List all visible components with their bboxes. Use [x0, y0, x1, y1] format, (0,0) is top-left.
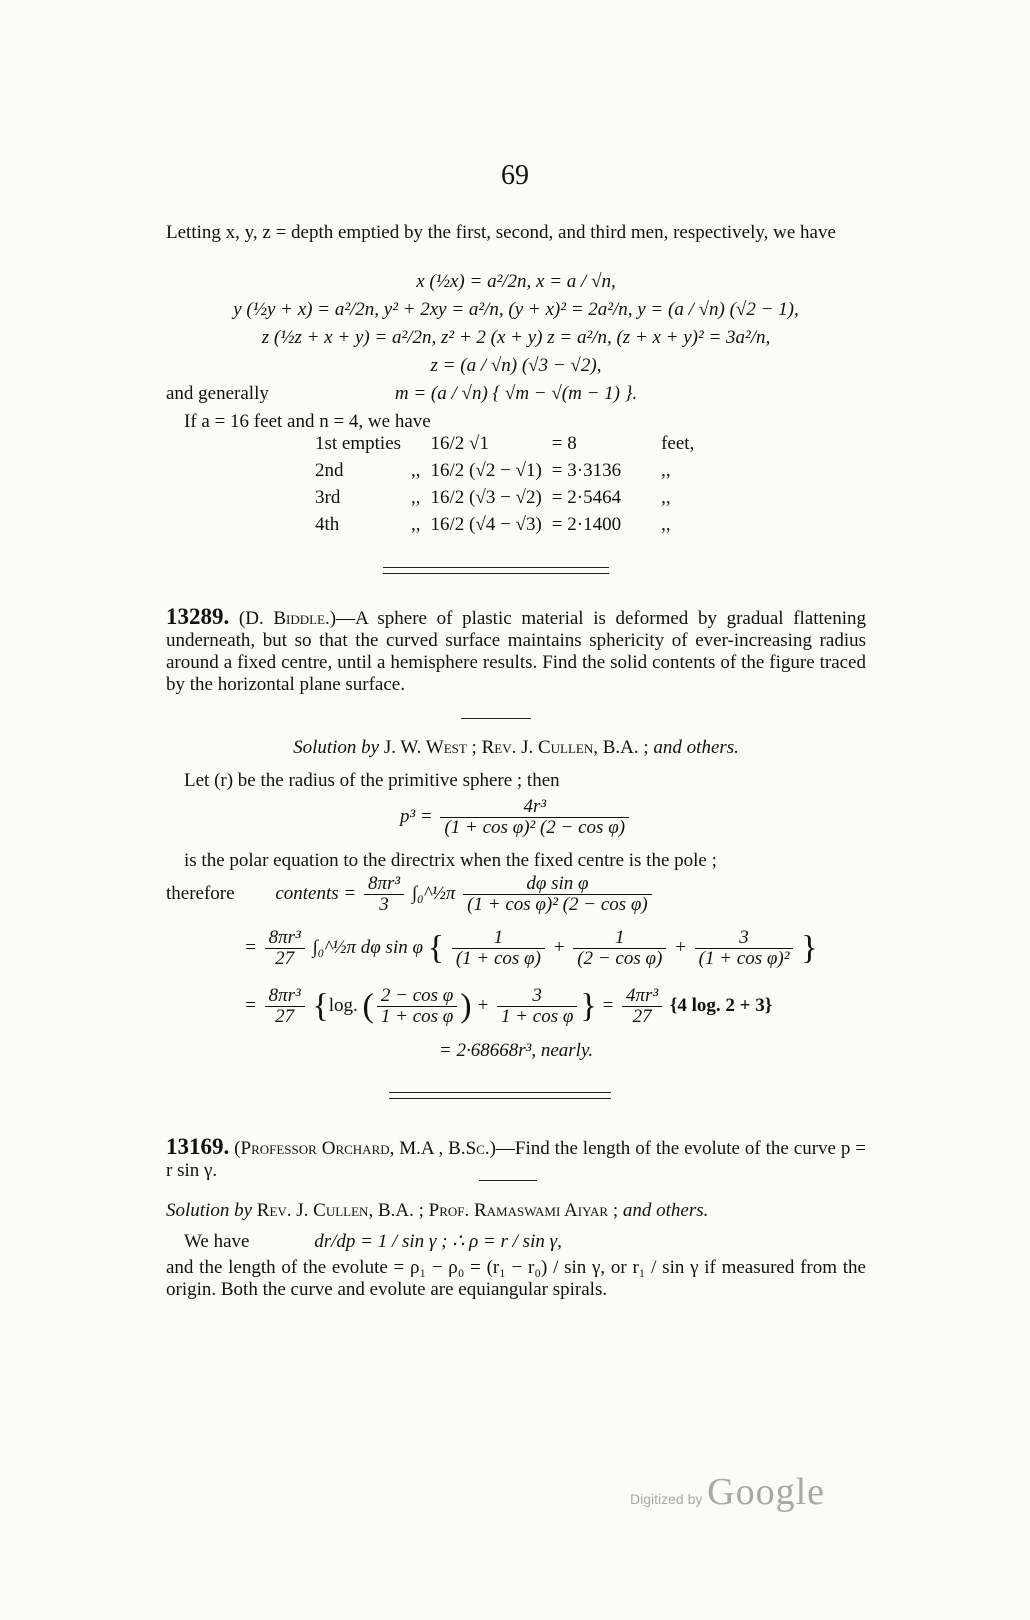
section-divider	[389, 1092, 611, 1099]
log-term2-num: 3	[497, 986, 577, 1007]
polar-text: is the polar equation to the directrix when the fixed centre is the pole ;	[184, 850, 717, 871]
integrand1-den: (1 + cos φ)² (2 − cos φ)	[467, 894, 648, 915]
if-line: If a = 16 feet and n = 4, we have	[184, 411, 431, 432]
problem-13169	[166, 1136, 866, 1182]
table-cell-unit: ,,	[661, 486, 671, 508]
term2	[573, 928, 666, 969]
term1	[452, 928, 545, 969]
expansion-line: = $\frac{\text{8πr³}}{27}$ ∫₀^½π dφ sin φ { $\frac{1}{\text{(1 + cos φ)}}$ + $\frac{1}{\text{(2 − cos φ)}}$ + $\frac{3}{\text{(1 + cos φ)²}}$ }	[244, 927, 818, 969]
table-cell-ditto: ,,	[411, 513, 421, 535]
solution-prefix: Solution by	[166, 1200, 253, 1221]
polar-equation	[166, 797, 866, 838]
general-label: and generally	[166, 383, 269, 404]
emptying-table	[315, 430, 704, 538]
table-row	[315, 511, 704, 538]
solution-credit	[166, 737, 866, 759]
short-rule	[461, 718, 531, 719]
coef1	[364, 874, 404, 915]
therefore-label: therefore	[166, 882, 235, 904]
table-cell-ditto	[411, 430, 431, 457]
solution-prefix: Solution by	[293, 737, 380, 758]
polar-lhs: p³ =	[399, 805, 433, 827]
coef1-den: 3	[379, 894, 389, 915]
problem-13289	[166, 606, 866, 696]
table-cell-eq: = 3·3136	[551, 459, 622, 481]
we-have-line	[166, 1231, 866, 1253]
coef1-num: 8πr³	[364, 874, 404, 895]
table-cell-eq: = 2·1400	[551, 513, 622, 535]
solution-credit	[166, 1200, 866, 1222]
solution-suffix: and others.	[622, 1200, 709, 1221]
table-row	[315, 430, 704, 457]
problem-number: 13169.	[166, 1134, 230, 1159]
integral-sign: ∫₀^½π	[411, 882, 456, 904]
table-cell-ditto: ,,	[411, 486, 421, 508]
table-cell-unit: ,,	[661, 459, 671, 481]
table-cell-expr: 16/2 (√2 − √1)	[430, 459, 542, 481]
integrand1-num: dφ sin φ	[463, 874, 652, 895]
table-row	[315, 484, 704, 511]
we-have-label: We have	[184, 1231, 250, 1252]
contents-equation	[166, 874, 866, 915]
short-rule	[479, 1180, 537, 1181]
term3	[695, 928, 794, 969]
intro-paragraph: Letting x, y, z = depth emptied by the first, second, and third men, respectively, we have	[166, 222, 836, 243]
let-line: Let (r) be the radius of the primitive sphere ; then	[184, 770, 560, 791]
table-cell-ord: 4th	[315, 513, 340, 535]
equation-line: y (½y + x) = a²/2n, y² + 2xy = a²/n, (y + x)² = 2a²/n, y = (a / √n) (√2 − 1),	[233, 299, 799, 320]
section-divider	[383, 567, 609, 574]
log-num: 2 − cos φ	[377, 986, 457, 1007]
table-cell-eq: = 2·5464	[551, 486, 622, 508]
term2-den: (2 − cos φ)	[577, 948, 663, 969]
integral-sign: ∫₀^½π	[312, 936, 357, 958]
term1-den: (1 + cos φ)	[455, 948, 541, 969]
table-cell-ord: 3rd	[315, 486, 341, 508]
dphi: dφ sin φ	[360, 936, 423, 958]
coef2-den: 27	[275, 948, 295, 969]
term3-den: (1 + cos φ)²	[698, 948, 790, 969]
table-row	[315, 457, 704, 484]
term1-num: 1	[452, 928, 545, 949]
equation-line: z = (a / √n) (√3 − √2),	[430, 355, 602, 376]
coef3-den: 27	[632, 1006, 652, 1027]
log-word: log.	[328, 994, 358, 1016]
problem-text: —A sphere of plastic material is deformed by gradual flattening underneath, but so that the curved surface maintains sphericity of ever-increasing radius around a fixed centre, until a hemisphere results. Find the solid contents of the figure traced by the horizontal plane surface.	[166, 608, 866, 695]
polar-denominator: (1 + cos φ)² (2 − cos φ)	[444, 817, 626, 838]
log-line: = $\frac{\text{8πr³}}{27}$ {log. ( $\frac{\text{2 − cos φ}}{\text{1 + cos φ}}$ ) + $\frac{3}{\text{1 + cos φ}}$ } = $\frac{\text{4πr³}}{27}$ {4 log. 2 + 3}	[244, 985, 773, 1027]
equation-line: x (½x) = a²/2n, x = a / √n,	[416, 271, 616, 292]
solution-authors: J. W. West ; Rev. J. Cullen, B.A. ;	[383, 737, 649, 758]
term3-num: 3	[695, 928, 794, 949]
coef2	[265, 986, 305, 1027]
equation-line: z (½z + x + y) = a²/2n, z² + 2 (x + y) z = a²/n, (z + x + y)² = 3a²/n,	[261, 327, 771, 348]
table-cell-unit: feet,	[661, 432, 695, 454]
coef3	[622, 986, 662, 1027]
problem-author: (Professor Orchard, M.A , B.Sc.)	[234, 1138, 496, 1159]
term2-num: 1	[573, 928, 666, 949]
we-have-equation: dr/dp = 1 / sin γ ; ∴ ρ = r / sin γ,	[314, 1231, 562, 1252]
intro-equations	[166, 268, 866, 436]
coef3-num: 4πr³	[622, 986, 662, 1007]
problem-text: —Find the length of the evolute of the curve p = r sin γ.	[166, 1138, 866, 1181]
problem-author: (D. Biddle.)	[238, 608, 337, 629]
general-equation: m = (a / √n) { √m − √(m − 1) }.	[394, 383, 638, 404]
coef2-num: 8πr³	[265, 986, 305, 1007]
coef2	[265, 928, 305, 969]
table-cell-ord: 1st empties	[315, 432, 402, 454]
log-term2-den: 1 + cos φ	[500, 1006, 574, 1027]
coef2-num: 8πr³	[265, 928, 305, 949]
table-cell-expr: 16/2 √1	[430, 432, 489, 454]
watermark-brand: Google	[707, 1471, 825, 1513]
conclusion-paragraph: and the length of the evolute = ρ₁ − ρ₀ = (r₁ − r₀) / sin γ, or r₁ / sin γ if measured from the origin. Both the curve and evolute are equiangular spirals.	[166, 1257, 866, 1300]
table-cell-ord: 2nd	[315, 459, 344, 481]
solution-authors: Rev. J. Cullen, B.A. ; Prof. Ramaswami Aiyar ;	[256, 1200, 619, 1221]
coef2-den: 27	[275, 1006, 295, 1027]
log-result: {4 log. 2 + 3}	[669, 994, 773, 1016]
table-cell-eq: = 8	[551, 432, 577, 454]
page-number: 69	[501, 160, 529, 191]
contents-lhs: contents =	[275, 882, 357, 904]
problem-number: 13289.	[166, 604, 230, 629]
google-watermark	[630, 1470, 825, 1514]
solution-suffix: and others.	[653, 737, 739, 758]
table-cell-expr: 16/2 (√3 − √2)	[430, 486, 542, 508]
integrand1	[463, 874, 652, 915]
table-cell-unit: ,,	[661, 513, 671, 535]
log-fraction	[377, 986, 457, 1027]
polar-fraction	[440, 797, 629, 838]
polar-numerator: 4r³	[440, 797, 629, 818]
table-cell-ditto: ,,	[411, 459, 421, 481]
watermark-small: Digitized by	[630, 1491, 703, 1507]
log-den: 1 + cos φ	[380, 1006, 454, 1027]
log-term2	[497, 986, 577, 1027]
table-cell-expr: 16/2 (√4 − √3)	[430, 513, 542, 535]
final-result: = 2·68668r³, nearly.	[438, 1040, 594, 1061]
